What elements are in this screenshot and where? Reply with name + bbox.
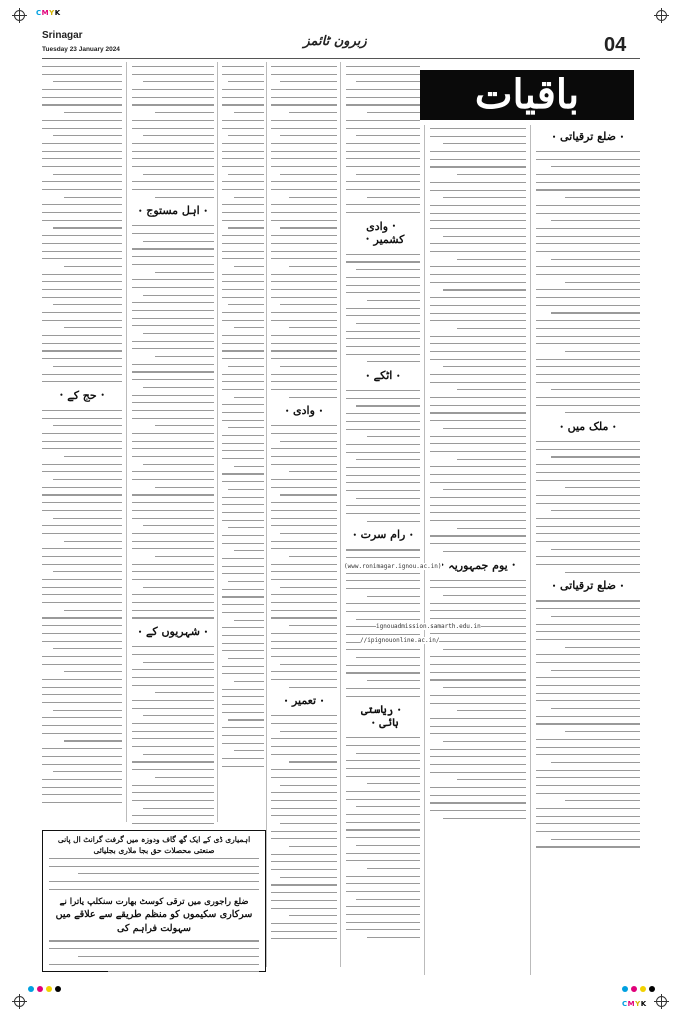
article-text [271, 425, 337, 687]
masthead-title: زبرون ٹائمز [303, 34, 367, 49]
box-headline: سرکاری سکیموں کو منظم طریقے سے علاقے میں سہولت فراہم کی [55, 909, 253, 935]
article-column-4 [271, 66, 337, 974]
box-headline: ضلع راجوری میں ترقی کوسٹ بھارت سنکلپ یاترا نے [59, 897, 249, 908]
article-heading: • ریاستی ہائی • [346, 703, 420, 729]
registration-mark [656, 10, 667, 21]
header-date: Tuesday 23 January 2024 [42, 46, 120, 53]
article-heading: • شہریوں کے • [132, 625, 214, 638]
article-heading: • ضلع ترقیاتی • [536, 130, 640, 143]
header-city: Srinagar [42, 30, 83, 41]
article-heading: • رام سرت • [346, 528, 420, 541]
article-column-1 [536, 128, 640, 974]
article-heading: • ضلع ترقیاتی • [536, 579, 640, 592]
page-number: 04 [604, 34, 627, 56]
color-mark-top: CMYK [36, 9, 61, 17]
column-rule [340, 62, 341, 967]
registration-mark [14, 10, 25, 21]
article-text [346, 390, 420, 522]
box-headline: اہمیاری ڈی کے ایک گھ گاف ودوزہ میں گرفت گرانٹ ال پانی صنعتی محصلات حق بجا ملاری بجلیائی [57, 835, 251, 855]
section-banner: باقیات [420, 70, 634, 120]
article-heading: • یوم جمہوریہ • [430, 559, 526, 572]
article-text [132, 66, 214, 198]
color-mark-bottom: CMYK [622, 1000, 647, 1008]
article-text [346, 66, 420, 213]
article-heading: • وادی • [271, 404, 337, 417]
registration-mark [656, 996, 667, 1007]
article-text [430, 128, 526, 552]
column-rule [217, 62, 218, 822]
bottom-boxed-article [42, 830, 266, 972]
article-text [536, 441, 640, 573]
url-text: ignouadmission.samarth.edu.in [376, 623, 481, 630]
article-column-6 [132, 66, 214, 826]
color-dots-right [622, 986, 655, 992]
article-heading: • حج کے • [42, 389, 122, 402]
article-text [346, 254, 420, 363]
article-text [132, 646, 214, 826]
url-text: //ipignouonline.ac.in/ [360, 637, 440, 644]
article-text [43, 938, 265, 972]
column-rule [424, 125, 425, 975]
article-text [346, 737, 420, 938]
color-dots-left [28, 986, 61, 992]
article-column-2 [430, 128, 526, 974]
registration-mark [14, 996, 25, 1007]
article-column-3 [346, 66, 420, 974]
article-column-7 [42, 66, 122, 826]
article-text [222, 66, 264, 767]
column-rule [530, 125, 531, 975]
article-heading: • اٹکے • [346, 369, 420, 382]
article-text [271, 715, 337, 939]
column-rule [266, 62, 267, 967]
article-text [132, 225, 214, 618]
article-heading: • تعمیر • [271, 694, 337, 707]
article-column-5 [222, 66, 264, 826]
article-heading: • وادی کشمیر • [346, 220, 420, 246]
article-text [536, 600, 640, 847]
article-text [536, 151, 640, 413]
article-text [430, 580, 526, 819]
header-rule [42, 58, 640, 59]
article-heading: • اہل مستوج • [132, 204, 214, 217]
column-rule [126, 62, 127, 822]
article-text [42, 66, 122, 382]
article-heading: • ملک میں • [536, 420, 640, 433]
article-text [42, 410, 122, 803]
url-text: (www.ronimagar.ignou.ac.in) [344, 563, 442, 570]
article-text [43, 856, 265, 890]
article-text [271, 66, 337, 398]
